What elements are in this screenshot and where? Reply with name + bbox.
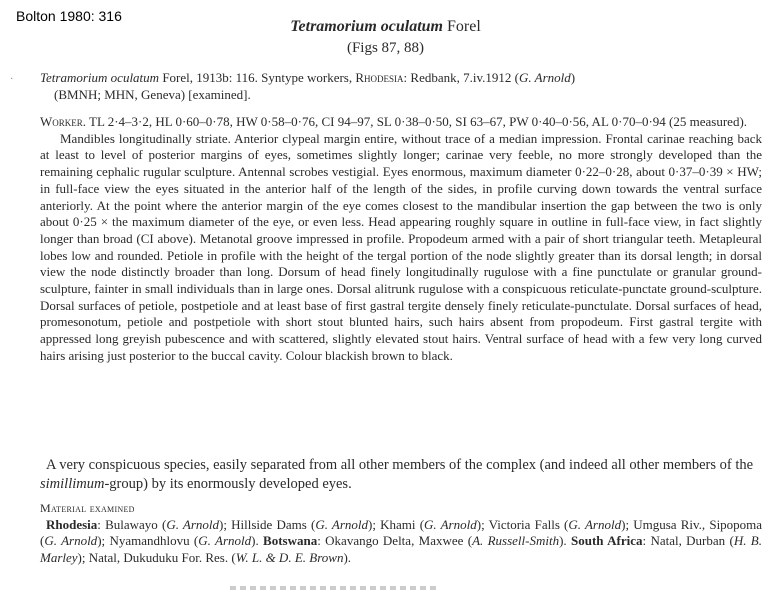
collector: G. Arnold	[166, 516, 220, 532]
collector: G. Arnold	[198, 533, 252, 548]
material-text: : Okavango Delta, Maxwee (	[317, 533, 473, 548]
collector: G. Arnold	[315, 516, 369, 532]
worker-description: Mandibles longitudinally striate. Anterior clypeal margin entire, without trace of a median impression. Frontal carinae reaching back at least to level of posterior margins of eyes, sometimes slightly longer; carinae very feeble, no more strongly developed than the remaining cephalic rugular sculpture. Antennal scrobes vestigial. Eyes enormous, maximum diameter 0·22–0·28, about 0·37–0·39 × HW; in full-face view the eyes situated in the anterior half of the length of the sides, in profile curving down towards the ventral surface anteriorly. At the point where the anterior margin of the eye comes closest to the mandibular insertion the gap between the two is only about 0·25 × the maximum diameter of the eye, or even less. Head appearing roughly square in outline in full-face view, in fact slightly longer than broad (CI above). Metanotal groove impressed in profile. Propodeum armed with a pair of short triangular teeth. Metapleural lobes low and rounded. Petiole in profile with the height of the tergal portion of the node slightly greater than its dorsal length; in dorsal view the node distinctly broader than long. Dorsum of head finely longitudinally rugulose with a fine punctulate or granular ground-sculpture, fainter in small individuals than in large ones. Dorsal alitrunk rugulose with a conspicuous reticulate-punctate ground-sculpture. Dorsal surfaces of petiole, postpetiole and at least base of first gastral tergite densely finely reticulate-punctulate. Dorsal surfaces of head, promesonotum, petiole and postpetiole with short stout blunted hairs, such hairs absent from propodeum. First gastral tergite with appressed long greyish pubescence and with scattered, slightly elevated stout hairs. Ventral surface of head with a few very long curved hairs arising just posterior to the buccal cavity. Colour blackish brown to black.	[40, 130, 762, 363]
collector: G. Arnold	[44, 533, 98, 548]
material-section	[40, 500, 762, 566]
synonymy-entry	[40, 70, 762, 103]
material-text: : Bulawayo (	[97, 516, 167, 532]
citation-label: Bolton 1980: 316	[16, 8, 122, 24]
country-botswana: Botswana	[263, 533, 318, 548]
synonymy-close: )	[570, 70, 576, 85]
synonymy-text: Forel, 1913b: 116. Syntype workers,	[162, 70, 353, 85]
material-list	[40, 517, 762, 567]
collector: A. Russell-Smith	[472, 533, 560, 548]
worker-section	[40, 114, 762, 365]
synonymy-name: Tetramorium oculatum	[40, 70, 160, 85]
species-name: Tetramorium oculatum	[290, 18, 443, 35]
synonymy-collector: G. Arnold	[518, 70, 571, 85]
margin-mark: ·	[10, 74, 14, 85]
species-author: Forel	[447, 18, 481, 35]
synonymy-locality: : Redbank, 7.iv.1912 (	[403, 70, 519, 85]
material-text: ).	[559, 533, 567, 548]
remark-text-1: A very conspicuous species, easily separated from all other members of the complex (and indeed all other members of the	[46, 457, 754, 473]
material-text: ); Umgusa Riv., Sipopoma (	[40, 516, 763, 548]
material-text: ).	[343, 549, 352, 565]
remark-text-2: -group) by its enormously developed eyes.	[104, 476, 352, 492]
material-text: : Natal, Durban (	[642, 533, 734, 548]
collector: H. B. Marley	[40, 533, 762, 565]
remark-group-name: simillimum	[40, 476, 105, 492]
worker-measurements-paragraph	[40, 114, 762, 131]
diagnostic-remark	[40, 456, 762, 494]
material-text: ); Khami (	[368, 516, 425, 532]
material-text: ); Victoria Falls (	[476, 516, 569, 532]
material-text: ); Hillside Dams (	[219, 516, 316, 532]
material-text: ).	[251, 533, 259, 548]
country-south-africa: South Africa	[571, 533, 643, 548]
species-title	[0, 16, 771, 38]
material-text: ); Nyamandhlovu (	[97, 533, 199, 548]
material-heading: Material examined	[40, 501, 135, 515]
figure-reference: (Figs 87, 88)	[346, 40, 425, 56]
worker-measurements: TL 2·4–3·2, HL 0·60–0·78, HW 0·58–0·76, CI 94–97, SL 0·38–0·50, SI 63–67, PW 0·40–0·56, AL 0·70–0·94 (25 measured).	[89, 114, 748, 129]
worker-label: Worker.	[40, 114, 87, 129]
page-edge-smudge	[230, 586, 440, 590]
synonymy-depository: (BMNH; MHN, Geneva) [examined].	[54, 86, 251, 102]
material-text: ); Natal, Dukuduku For. Res. (	[77, 549, 236, 565]
synonymy-country: Rhodesia	[355, 70, 404, 85]
collector: G. Arnold	[568, 516, 622, 532]
collector: G. Arnold	[424, 516, 477, 532]
country-rhodesia: Rhodesia	[46, 516, 98, 532]
collector: W. L. & D. E. Brown	[235, 549, 344, 565]
